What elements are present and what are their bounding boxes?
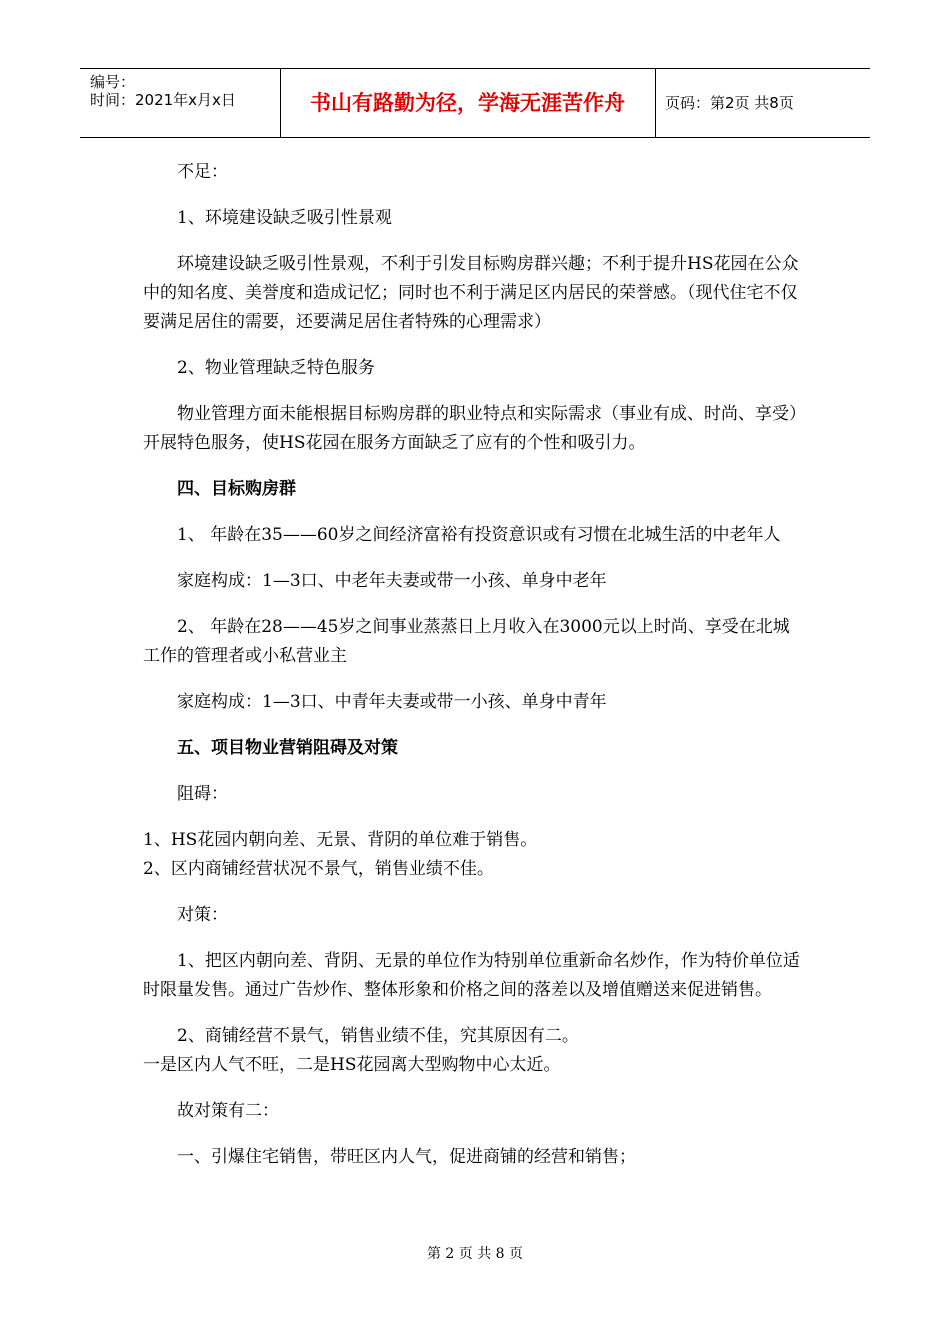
document-body	[143, 158, 803, 1189]
paragraph-family-2: 家庭构成：1—3口、中青年夫妻或带一小孩、单身中青年	[177, 692, 607, 712]
document-code-label: 编号：	[90, 73, 136, 91]
header-motto-cell	[280, 69, 656, 137]
page-footer: 第 2 页 共 8 页	[426, 1246, 524, 1262]
paragraph-buyer-group-2: 2、 年龄在28——45岁之间事业蒸蒸日上月收入在3000元以上时尚、享受在北城工作的管理者或小私营业主	[143, 617, 790, 666]
paragraph-item-2-body: 物业管理方面未能根据目标购房群的职业特点和实际需求（事业有成、时尚、享受）开展特色服务，使HS花园在服务方面缺乏了应有的个性和吸引力。	[143, 404, 798, 453]
paragraph-countermeasure-1: 1、把区内朝向差、背阴、无景的单位作为特别单位重新命名炒作，作为特价单位适时限量发售。通过广告炒作、整体形象和价格之间的落差以及增值赠送来促进销售。	[143, 951, 800, 1000]
paragraph-countermeasures-label: 对策：	[177, 905, 228, 925]
paragraph-item-1-body: 环境建设缺乏吸引性景观，不利于引发目标购房群兴趣；不利于提升HS花园在公众中的知名度、美誉度和造成记忆；同时也不利于满足区内居民的荣誉感。（现代住宅不仅要满足居住的需要，还要满足居住者特殊的心理需求）	[143, 254, 799, 332]
paragraph-item-2-title: 2、物业管理缺乏特色服务	[177, 358, 375, 378]
paragraph-buyer-group-1: 1、 年龄在35——60岁之间经济富裕有投资意识或有习惯在北城生活的中老年人	[177, 525, 781, 545]
document-date-label: 时间：2021年x月x日	[90, 91, 236, 109]
header-meta-cell	[80, 69, 281, 137]
section-heading-target-buyers: 四、目标购房群	[177, 479, 296, 499]
paragraph-item-1-title: 1、环境建设缺乏吸引性景观	[177, 208, 392, 228]
section-heading-obstacles: 五、项目物业营销阻碍及对策	[177, 738, 398, 758]
paragraph-countermeasure-2: 2、商铺经营不景气，销售业绩不佳，究其原因有二。	[177, 1026, 579, 1046]
page-header	[80, 68, 870, 138]
header-motto: 书山有路勤为径，学海无涯苦作舟	[310, 91, 625, 115]
paragraph-countermeasure-a: 一、引爆住宅销售，带旺区内人气，促进商铺的经营和销售；	[177, 1147, 636, 1167]
paragraph-countermeasure-2-reason: 一是区内人气不旺，二是HS花园离大型购物中心太近。	[143, 1055, 561, 1075]
header-page-cell	[655, 69, 870, 137]
paragraph-obstacle-1: 1、HS花园内朝向差、无景、背阴的单位难于销售。	[143, 830, 538, 850]
paragraph-obstacles-label: 阻碍：	[177, 784, 228, 804]
paragraph-shortcomings-heading: 不足：	[177, 162, 228, 182]
header-page-info: 页码：第2页 共8页	[665, 94, 794, 112]
paragraph-obstacle-2: 2、区内商铺经营状况不景气，销售业绩不佳。	[143, 859, 494, 879]
paragraph-two-countermeasures: 故对策有二：	[177, 1101, 279, 1121]
paragraph-family-1: 家庭构成：1—3口、中老年夫妻或带一小孩、单身中老年	[177, 571, 607, 591]
